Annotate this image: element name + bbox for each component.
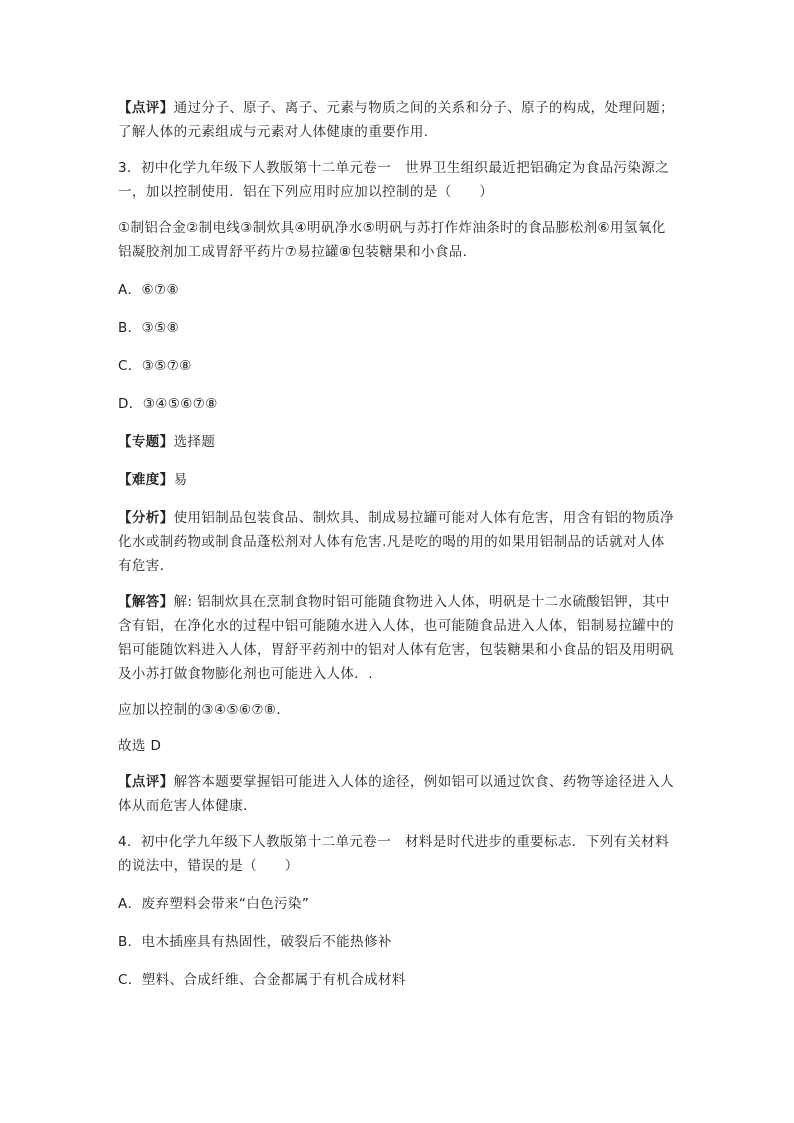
comment-block (118, 770, 678, 818)
topic-line (118, 430, 678, 454)
comment-tag: 【点评】 (118, 774, 174, 790)
question-number: 4． (118, 834, 141, 850)
option-a: A．废弃塑料会带来“白色污染” (118, 896, 310, 912)
analysis-tag: 【分析】 (118, 510, 174, 526)
difficulty-tag: 【难度】 (118, 472, 174, 488)
answer-choice: 故选 D (118, 738, 162, 754)
question-stem: 初中化学九年级下人教版第十二单元卷一 世界卫生组织最近把铝确定为食品污染源之一，加以控制使用．铝在下列应用时应加以控制的是（ ） (118, 160, 670, 200)
prev-comment (118, 96, 678, 144)
document-page (118, 96, 678, 992)
option-b: B．③⑤⑧ (118, 320, 180, 336)
answer-text: 解: 铝制炊具在烹制食物时铝可能随食物进入人体，明矾是十二水硫酸铝钾，其中含有铝，在净化水的过程中铝可能随水进入人体，也可能随食品进入人体，铝制易拉罐中的铝可能随饮料进入人体，胃舒平药剂中的铝对人体有危害，包装糖果和小食品的铝及用明矾及小苏打做食物膨化剂也可能进入人体．. (118, 594, 674, 682)
answer-block (118, 590, 678, 686)
analysis-block (118, 506, 678, 578)
comment-text: 通过分子、原子、离子、元素与物质之间的关系和分子、原子的构成，处理问题；了解人体的元素组成与元素对人体健康的重要作用. (118, 100, 675, 140)
option-c: C．塑料、合成纤维、合金都属于有机合成材料 (118, 972, 406, 988)
question-3-stem (118, 156, 678, 204)
question-number: 3． (118, 160, 141, 176)
answer-conclusion: 应加以控制的③④⑤⑥⑦⑧． (118, 702, 291, 718)
question-stem: 初中化学九年级下人教版第十二单元卷一 材料是时代进步的重要标志．下列有关材料的说法中，错误的是（ ） (118, 834, 670, 874)
topic-value: 选择题 (173, 434, 216, 450)
question-4-stem (118, 830, 678, 878)
option-b: B．电木插座具有热固性，破裂后不能热修补 (118, 934, 392, 950)
analysis-text: 使用铝制品包装食品、制炊具、制成易拉罐可能对人体有危害，用含有铝的物质净化水或制药物或制食品蓬松剂对人体有危害.凡是吃的喝的用的如果用铝制品的话就对人体有危害． (118, 510, 675, 574)
question-3-items: ①制铝合金②制电线③制炊具④明矾净水⑤明矾与苏打作炸油条时的食品膨松剂⑥用氢氧化铝凝胶剂加工成胃舒平药片⑦易拉罐⑧包装糖果和小食品． (118, 220, 666, 260)
option-a: A．⑥⑦⑧ (118, 282, 180, 298)
difficulty-line (118, 468, 678, 492)
option-d: D．③④⑤⑥⑦⑧ (118, 396, 218, 412)
topic-tag: 【专题】 (118, 434, 174, 450)
option-c: C．③⑤⑦⑧ (118, 358, 192, 374)
comment-tag: 【点评】 (118, 100, 174, 116)
difficulty-value: 易 (173, 472, 188, 488)
comment-text: 解答本题要掌握铝可能进入人体的途径，例如铝可以通过饮食、药物等途径进入人体从而危害人体健康． (118, 774, 675, 814)
answer-tag: 【解答】 (118, 594, 174, 610)
